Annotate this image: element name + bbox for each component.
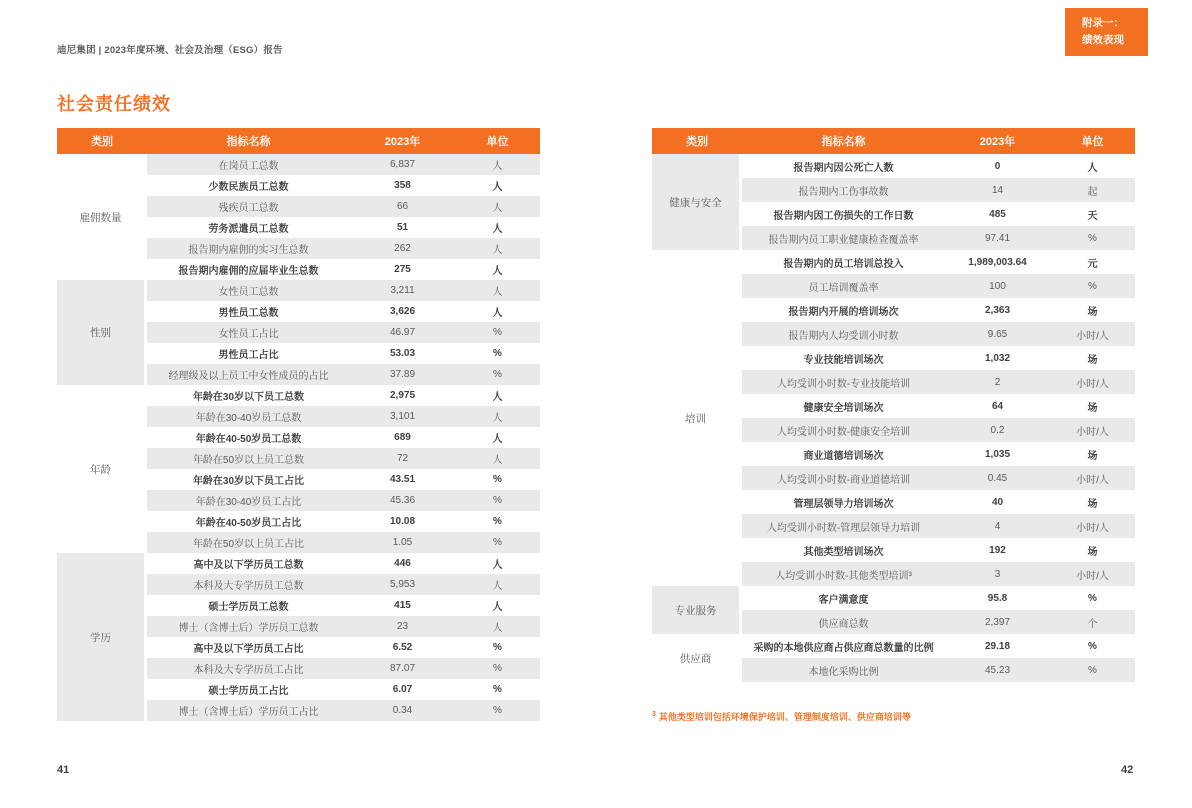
- indicator-value: 3: [994, 568, 1001, 580]
- table-row: [147, 385, 540, 406]
- indicator-unit: 人: [492, 413, 503, 424]
- table-row: [742, 226, 1135, 250]
- appendix-badge-line1: 附录一：: [1082, 17, 1124, 29]
- indicator-unit: 小时/人: [1076, 330, 1109, 342]
- indicator-unit: 场: [1087, 402, 1098, 414]
- indicator-value: 2,397: [984, 616, 1011, 628]
- indicator-value: 2,363: [984, 304, 1011, 316]
- table-row: [742, 154, 1135, 178]
- indicator-unit: 小时/人: [1076, 426, 1109, 438]
- indicator-name: 女性员工总数: [218, 287, 279, 298]
- indicator-value: 0.45: [987, 472, 1008, 484]
- indicator-unit: 人: [492, 224, 503, 235]
- indicator-unit: 场: [1087, 498, 1098, 510]
- indicator-name: 采购的本地供应商占供应商总数量的比例: [753, 642, 934, 654]
- table-row: [147, 595, 540, 616]
- table-row: [147, 301, 540, 322]
- indicator-value: 485: [989, 208, 1006, 220]
- column-header-indicator: 指标名称: [821, 136, 866, 148]
- indicator-value: 1,032: [984, 352, 1011, 364]
- indicator-name: 人均受训小时数-商业道德培训: [776, 474, 911, 486]
- indicator-unit: 小时/人: [1076, 378, 1109, 390]
- indicator-unit: 人: [492, 434, 503, 445]
- table-row: [147, 427, 540, 448]
- indicator-unit: 人: [492, 455, 503, 466]
- indicator-name: 报告期内开展的培训场次: [788, 306, 899, 318]
- table-row: [147, 700, 540, 721]
- indicator-name: 年龄在30-40岁员工总数: [195, 413, 302, 424]
- indicator-unit: %: [493, 705, 502, 716]
- social-performance-table-left: [57, 128, 540, 721]
- indicator-name: 高中及以下学历员工占比: [193, 644, 304, 655]
- footnote: [652, 710, 911, 723]
- indicator-name: 经理级及以上员工中女性成员的占比: [168, 371, 329, 382]
- indicator-unit: 人: [492, 560, 503, 571]
- indicator-value: 3,101: [389, 411, 416, 422]
- table-row: [742, 322, 1135, 346]
- table-header-row: [652, 128, 1135, 154]
- indicator-value: 3,211: [390, 285, 415, 296]
- indicator-unit: %: [493, 369, 502, 380]
- category-cell: 供应商: [679, 652, 712, 665]
- table-row: [742, 370, 1135, 394]
- indicator-value: 29.18: [984, 640, 1011, 652]
- column-header-unit: 单位: [486, 136, 509, 148]
- table-row: [147, 679, 540, 700]
- indicator-value: 45.23: [984, 664, 1011, 676]
- indicator-value: 37.89: [389, 369, 416, 380]
- indicator-name: 客户满意度: [818, 594, 869, 606]
- indicator-value: 6.52: [392, 642, 413, 653]
- indicator-value: 6.07: [392, 684, 413, 695]
- indicator-unit: %: [493, 516, 502, 527]
- table-row: [742, 442, 1135, 466]
- table-row: [742, 298, 1135, 322]
- indicator-unit: 人: [492, 182, 503, 193]
- indicator-value: 275: [394, 264, 411, 275]
- indicator-unit: 场: [1087, 546, 1098, 558]
- indicator-value: 45.36: [389, 495, 416, 506]
- indicator-name: 年龄在40-50岁员工总数: [195, 434, 302, 445]
- table-row: [147, 322, 540, 343]
- indicator-unit: %: [1088, 280, 1097, 292]
- table-row: [742, 514, 1135, 538]
- indicator-unit: 人: [492, 266, 503, 277]
- column-header-year: 2023年: [979, 136, 1016, 148]
- indicator-name: 报告期内工伤事故数: [798, 186, 889, 198]
- indicator-unit: %: [493, 642, 502, 653]
- table-row: [147, 154, 540, 175]
- indicator-value: 97.41: [984, 232, 1011, 244]
- indicator-unit: 人: [492, 308, 503, 319]
- indicator-name: 本科及大专学历员工总数: [193, 581, 304, 592]
- indicator-name: 人均受训小时数-专业技能培训: [776, 378, 911, 390]
- column-header-year: 2023年: [384, 136, 421, 148]
- indicator-name: 健康安全培训场次: [803, 402, 884, 414]
- table-row: [147, 196, 540, 217]
- indicator-value: 3,626: [389, 306, 416, 317]
- table-row: [147, 511, 540, 532]
- indicator-name: 年龄在40-50岁员工占比: [195, 518, 302, 529]
- appendix-badge: [1065, 8, 1148, 56]
- indicator-name: 报告期内因公死亡人数: [793, 162, 894, 174]
- indicator-name: 女性员工占比: [218, 329, 279, 340]
- table-row: [147, 259, 540, 280]
- indicator-value: 100: [989, 280, 1006, 292]
- indicator-unit: %: [493, 348, 502, 359]
- indicator-name: 报告期内雇佣的实习生总数: [188, 245, 309, 256]
- indicator-unit: 人: [1087, 162, 1098, 174]
- indicator-value: 53.03: [389, 348, 416, 359]
- indicator-unit: 人: [492, 287, 503, 298]
- table-row: [742, 658, 1135, 682]
- footnote-superscript: 3: [652, 711, 656, 718]
- table-header-row: [57, 128, 540, 154]
- indicator-name: 人均受训小时数-管理层领导力培训: [766, 522, 921, 534]
- indicator-unit: 小时/人: [1076, 522, 1109, 534]
- indicator-value: 43.51: [389, 474, 416, 485]
- category-group: [57, 154, 540, 280]
- indicator-unit: 场: [1087, 450, 1098, 462]
- indicator-value: 0: [994, 160, 1001, 172]
- indicator-name: 男性员工占比: [218, 350, 279, 361]
- indicator-name: 本科及大专学历员工占比: [193, 665, 304, 676]
- category-cell: 学历: [57, 553, 144, 721]
- indicator-unit: %: [493, 537, 502, 548]
- table-row: [742, 490, 1135, 514]
- indicator-value: 689: [394, 432, 411, 443]
- footnote-text: 其他类型培训包括环境保护培训、管理制度培训、供应商培训等: [658, 712, 911, 722]
- indicator-value: 0.34: [392, 705, 413, 716]
- indicator-name: 人均受训小时数-其他类型培训³: [775, 570, 912, 582]
- category-cell: 性别: [57, 280, 144, 385]
- indicator-name: 报告期内的员工培训总投入: [783, 258, 904, 270]
- indicator-name: 报告期内人均受训小时数: [788, 330, 899, 342]
- category-cell: 雇佣数量: [79, 211, 122, 224]
- table-row: [147, 616, 540, 637]
- indicator-value: 72: [396, 453, 409, 464]
- table-row: [742, 178, 1135, 202]
- indicator-value: 9.65: [987, 328, 1008, 340]
- indicator-name: 员工培训覆盖率: [808, 282, 879, 294]
- indicator-unit: 小时/人: [1076, 474, 1109, 486]
- table-row: [147, 343, 540, 364]
- table-row: [147, 469, 540, 490]
- indicator-unit: %: [1088, 640, 1097, 652]
- table-row: [742, 346, 1135, 370]
- indicator-unit: %: [493, 663, 502, 674]
- indicator-unit: 人: [492, 161, 503, 172]
- indicator-value: 95.8: [987, 592, 1008, 604]
- indicator-unit: %: [1088, 232, 1097, 244]
- indicator-value: 66: [396, 201, 409, 212]
- document-header: 迪尼集团 | 2023年度环境、社会及治理（ESG）报告: [57, 45, 283, 56]
- indicator-value: 1.05: [392, 537, 413, 548]
- indicator-unit: 场: [1087, 354, 1098, 366]
- table-row: [147, 217, 540, 238]
- indicator-unit: %: [1088, 592, 1097, 604]
- indicator-value: 10.08: [389, 516, 416, 527]
- indicator-value: 446: [394, 558, 411, 569]
- table-row: [742, 418, 1135, 442]
- indicator-name: 博士（含博士后）学历员工占比: [178, 707, 319, 718]
- indicator-name: 在岗员工总数: [218, 161, 279, 172]
- category-group: [57, 553, 540, 721]
- table-row: [147, 364, 540, 385]
- category-group: [57, 280, 540, 385]
- indicator-unit: %: [493, 495, 502, 506]
- indicator-value: 358: [394, 180, 411, 191]
- category-group: [652, 154, 1135, 250]
- indicator-name: 硕士学历员工总数: [208, 602, 289, 613]
- indicator-unit: 元: [1087, 258, 1098, 270]
- table-row: [147, 280, 540, 301]
- category-group: [57, 385, 540, 553]
- indicator-value: 415: [394, 600, 411, 611]
- indicator-unit: 个: [1087, 618, 1098, 630]
- indicator-value: 87.07: [389, 663, 416, 674]
- indicator-unit: 场: [1087, 306, 1098, 318]
- indicator-unit: %: [493, 327, 502, 338]
- indicator-name: 硕士学历员工占比: [208, 686, 289, 697]
- page-number-left: 41: [57, 764, 70, 776]
- indicator-unit: 小时/人: [1076, 570, 1109, 582]
- indicator-name: 年龄在30-40岁员工占比: [195, 497, 302, 508]
- indicator-value: 1,035: [984, 448, 1011, 460]
- indicator-unit: 人: [492, 203, 503, 214]
- indicator-unit: %: [493, 684, 502, 695]
- indicator-name: 年龄在50岁以上员工占比: [192, 539, 305, 550]
- indicator-value: 64: [991, 400, 1004, 412]
- indicator-name: 报告期内雇佣的应届毕业生总数: [178, 266, 319, 277]
- indicator-name: 报告期内因工伤损失的工作日数: [773, 210, 914, 222]
- table-row: [742, 274, 1135, 298]
- category-group: [652, 250, 1135, 586]
- indicator-value: 1,989,003.64: [968, 256, 1027, 268]
- indicator-name: 商业道德培训场次: [803, 450, 884, 462]
- indicator-name: 高中及以下学历员工总数: [193, 560, 304, 571]
- table-row: [147, 553, 540, 574]
- indicator-unit: 天: [1087, 210, 1098, 222]
- indicator-unit: 起: [1087, 186, 1098, 198]
- indicator-name: 残疾员工总数: [218, 203, 279, 214]
- table-row: [742, 586, 1135, 610]
- indicator-value: 5,953: [389, 579, 416, 590]
- column-header-unit: 单位: [1081, 136, 1104, 148]
- indicator-name: 年龄在50岁以上员工总数: [192, 455, 305, 466]
- table-row: [147, 490, 540, 511]
- table-row: [147, 532, 540, 553]
- appendix-badge-line2: 绩效表现: [1082, 34, 1124, 47]
- table-row: [147, 448, 540, 469]
- indicator-name: 报告期内员工职业健康检查覆盖率: [768, 234, 919, 246]
- table-row: [147, 574, 540, 595]
- indicator-unit: 人: [492, 623, 503, 634]
- indicator-name: 年龄在30岁以下员工占比: [192, 476, 305, 487]
- table-row: [742, 634, 1135, 658]
- indicator-name: 男性员工总数: [218, 308, 279, 319]
- indicator-value: 2,975: [389, 390, 416, 401]
- table-row: [147, 238, 540, 259]
- column-header-category: 类别: [686, 136, 708, 148]
- table-row: [742, 538, 1135, 562]
- indicator-name: 供应商总数: [818, 618, 869, 630]
- column-header-indicator: 指标名称: [226, 136, 271, 148]
- indicator-name: 人均受训小时数-健康安全培训: [776, 426, 911, 438]
- table-row: [742, 466, 1135, 490]
- table-row: [147, 658, 540, 679]
- indicator-unit: 人: [492, 245, 503, 256]
- indicator-value: 262: [394, 243, 411, 254]
- table-row: [742, 562, 1135, 586]
- indicator-value: 14: [991, 184, 1004, 196]
- indicator-value: 2: [994, 376, 1001, 388]
- indicator-name: 管理层领导力培训场次: [793, 498, 894, 510]
- page-number-right: 42: [1121, 764, 1134, 776]
- column-header-category: 类别: [91, 136, 113, 148]
- indicator-name: 少数民族员工总数: [208, 182, 289, 193]
- indicator-value: 6,837: [389, 159, 416, 170]
- indicator-unit: 人: [492, 602, 503, 613]
- category-cell: 健康与安全: [652, 154, 739, 250]
- category-cell: 专业服务: [652, 586, 739, 634]
- table-row: [147, 637, 540, 658]
- indicator-value: 51: [396, 222, 409, 233]
- indicator-unit: %: [1088, 664, 1097, 676]
- indicator-name: 本地化采购比例: [808, 666, 879, 678]
- indicator-value: 0.2: [990, 424, 1005, 436]
- table-row: [147, 406, 540, 427]
- indicator-name: 专业技能培训场次: [803, 354, 884, 366]
- table-row: [147, 175, 540, 196]
- indicator-unit: %: [493, 474, 502, 485]
- table-row: [742, 202, 1135, 226]
- indicator-value: 4: [994, 520, 1001, 532]
- indicator-value: 192: [989, 544, 1006, 556]
- category-group: [652, 586, 1135, 634]
- indicator-name: 其他类型培训场次: [803, 546, 884, 558]
- social-performance-table-right: [652, 128, 1135, 682]
- table-row: [742, 250, 1135, 274]
- indicator-value: 40: [991, 496, 1004, 508]
- indicator-value: 46.97: [389, 327, 416, 338]
- table-row: [742, 610, 1135, 634]
- indicator-value: 23: [396, 621, 409, 632]
- table-row: [742, 394, 1135, 418]
- indicator-unit: 人: [492, 581, 503, 592]
- indicator-name: 年龄在30岁以下员工总数: [192, 392, 305, 403]
- indicator-unit: 人: [492, 392, 503, 403]
- page-title: 社会责任绩效: [57, 94, 171, 114]
- indicator-name: 劳务派遣员工总数: [208, 224, 289, 235]
- category-cell: 年龄: [90, 463, 111, 476]
- category-group: [652, 634, 1135, 682]
- indicator-name: 博士（含博士后）学历员工总数: [178, 623, 319, 634]
- category-cell: 培训: [685, 412, 706, 425]
